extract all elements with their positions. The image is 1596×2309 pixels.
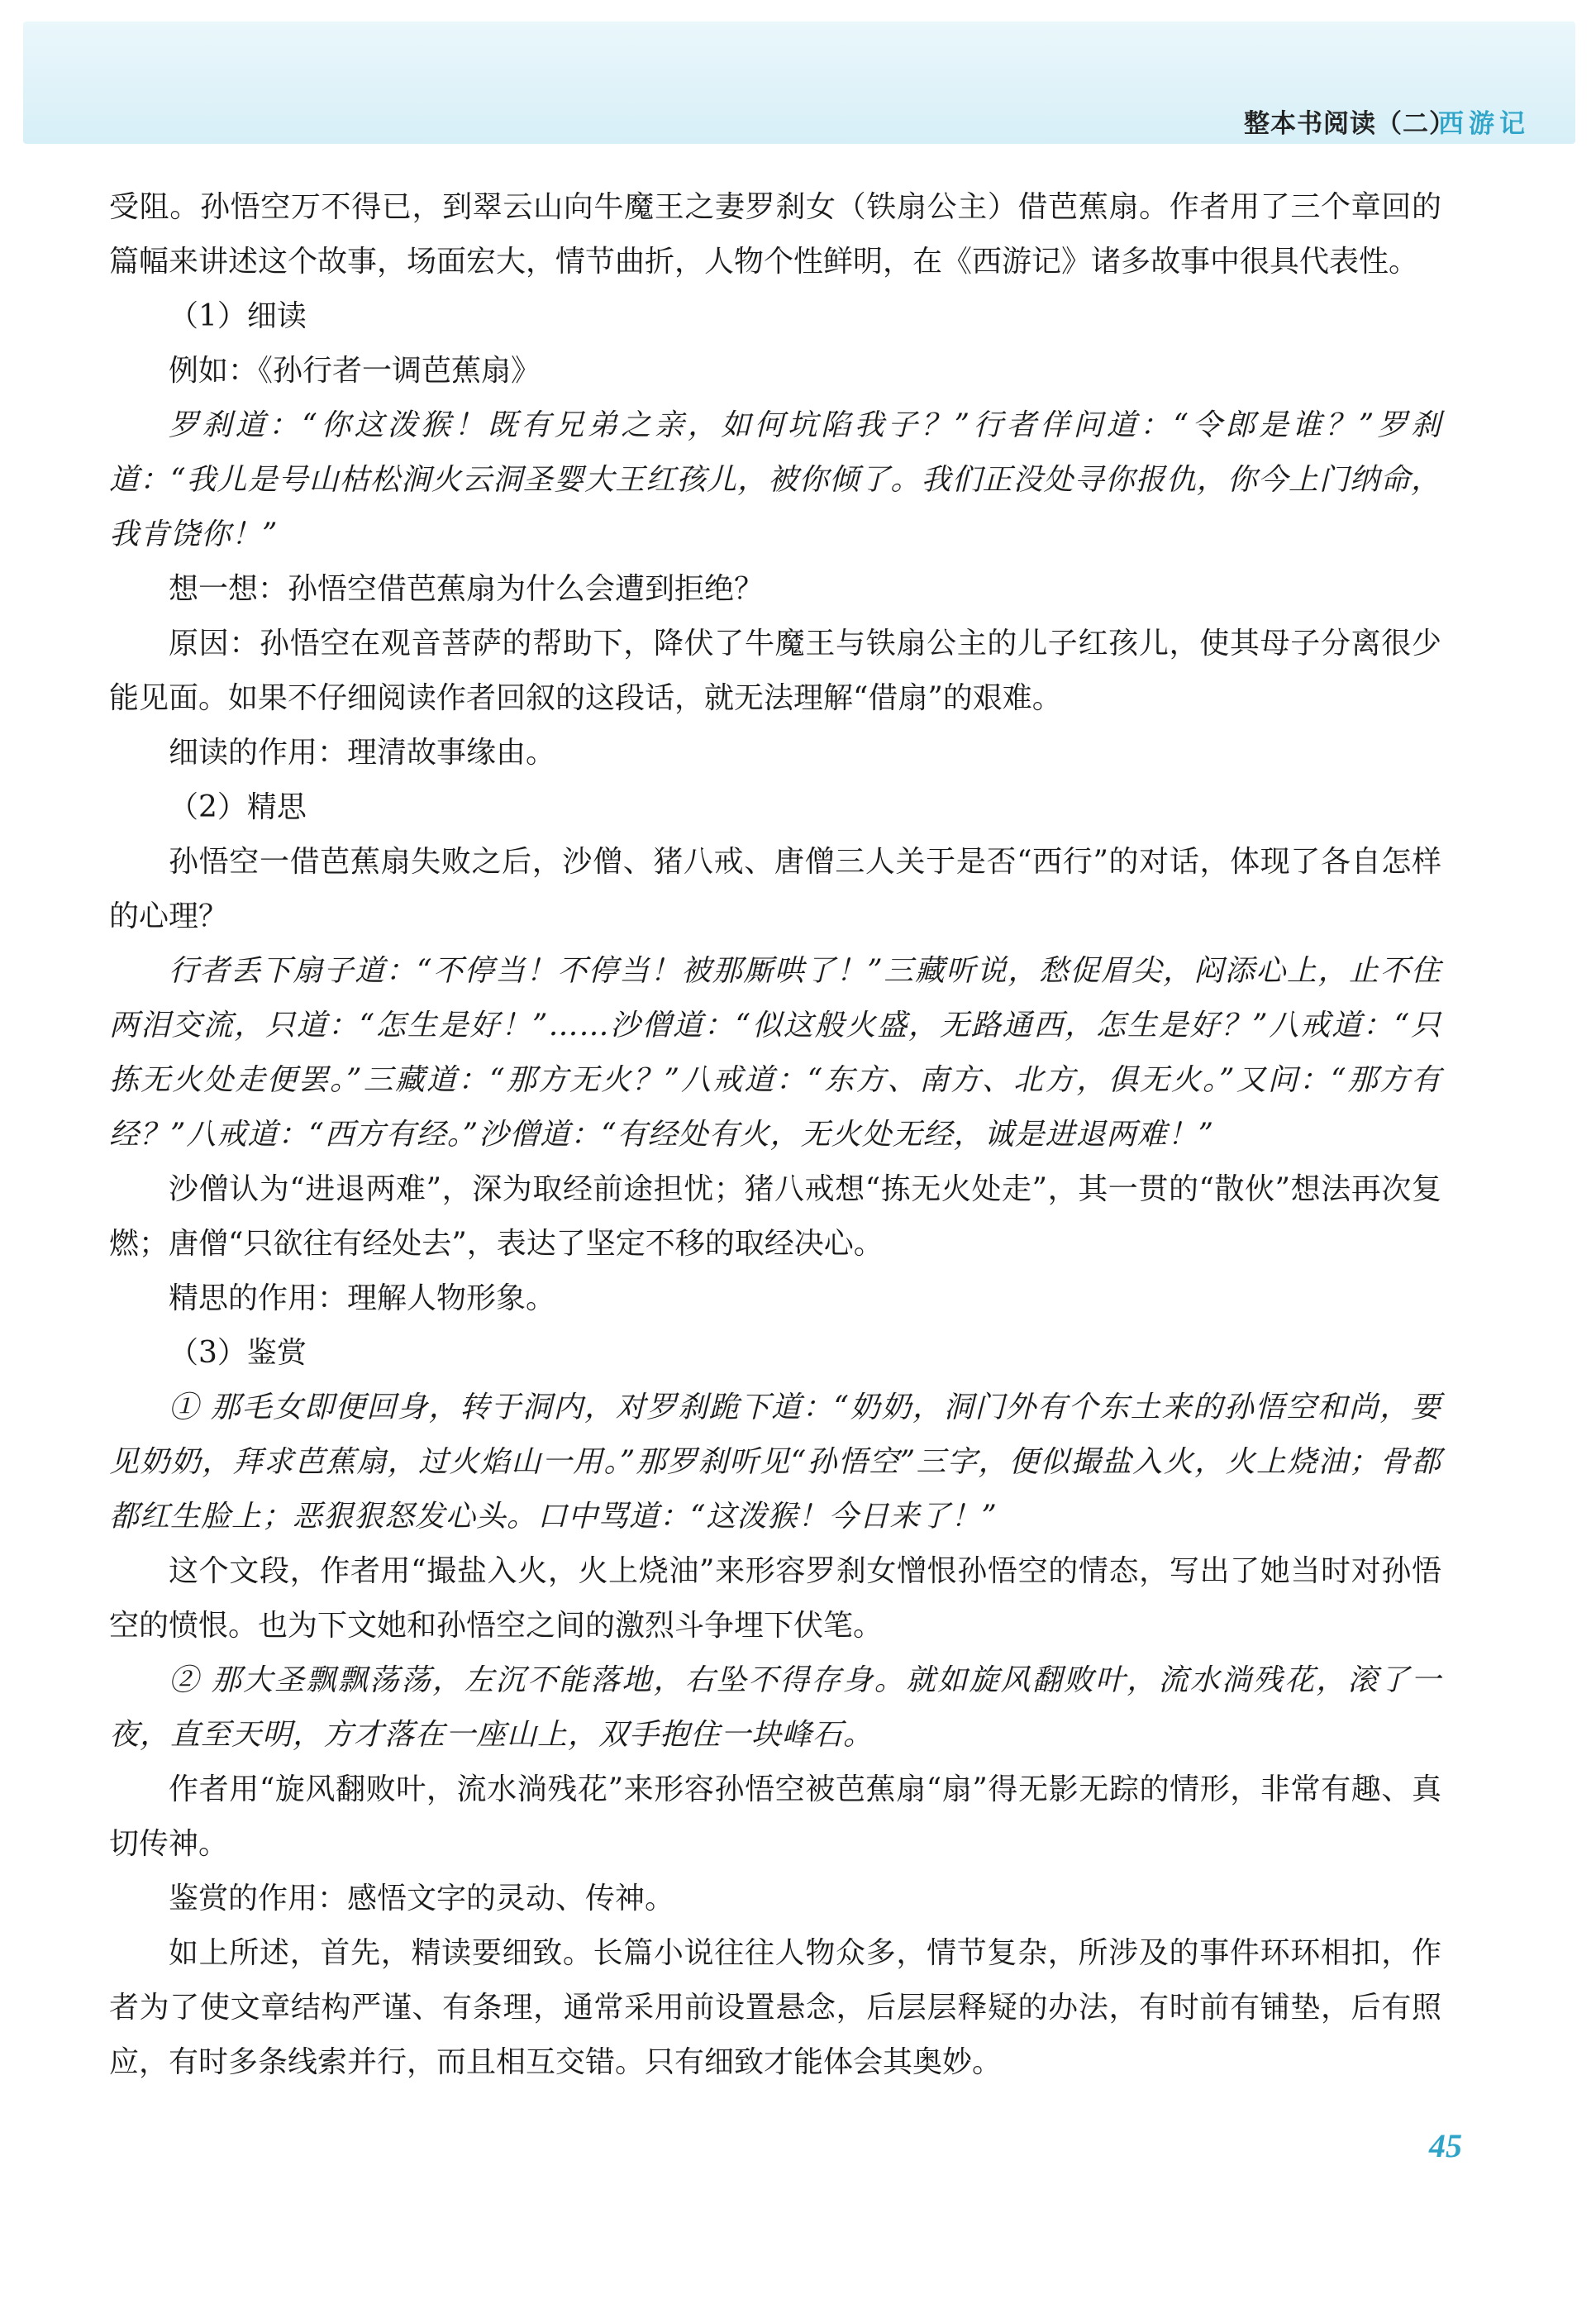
quoted-passage: 行者丢下扇子道：“不停当！不停当！被那厮哄了！”三藏听说，愁促眉尖，闷添心上，止不住两泪交流，只道：“怎生是好！”……沙僧道：“似这般火盛，无路通西，怎生是好？”八戒道：“只拣无火处走便罢。”三藏道：“那方无火？”八戒道：“东方、南方、北方，俱无火。”又问：“那方有经？”八戒道：“西方有经。”沙僧道：“有经处有火，无火处无经，诚是进退两难！”	[109, 954, 1441, 1152]
quoted-passage: ① 那毛女即便回身，转于洞内，对罗刹跪下道：“奶奶，洞门外有个东土来的孙悟空和尚，要见奶奶，拜求芭蕉扇，过火焰山一用。”那罗刹听见“孙悟空”三字，便似撮盐入火，火上烧油；骨都都红生脸上；恶狠狠怒发心头。口中骂道：“这泼猴！今日来了！”	[109, 1391, 1441, 1534]
paragraph: 精思的作用：理解人物形象。	[169, 1281, 556, 1315]
running-header-subtitle: 西游记	[1438, 109, 1530, 139]
paragraph: 沙僧认为“进退两难”，深为取经前途担忧；猪八戒想“拣无火处走”，其一贯的“散伙”想法再次复燃；唐僧“只欲往有经处去”，表达了坚定不移的取经决心。	[109, 1172, 1441, 1261]
paragraph: 细读的作用：理清故事缘由。	[169, 736, 556, 770]
paragraph: 作者用“旋风翻败叶，流水淌残花”来形容孙悟空被芭蕉扇“扇”得无影无踪的情形，非常有趣、真切传神。	[109, 1772, 1441, 1861]
section-heading: （1）细读	[169, 299, 307, 333]
quoted-passage: 罗刹道：“你这泼猴！既有兄弟之亲，如何坑陷我子？”行者佯问道：“令郎是谁？”罗刹道：“我儿是号山枯松涧火云洞圣婴大王红孩儿，被你倾了。我们正没处寻你报仇，你今上门纳命，我肯饶你！”	[109, 408, 1441, 551]
paragraph: 受阻。孙悟空万不得已，到翠云山向牛魔王之妻罗刹女（铁扇公主）借芭蕉扇。作者用了三个章回的篇幅来讲述这个故事，场面宏大，情节曲折，人物个性鲜明，在《西游记》诸多故事中很具代表性。	[109, 190, 1441, 279]
page-number: 45	[1429, 2127, 1462, 2164]
running-header-title: 整本书阅读（二）	[1244, 109, 1455, 139]
paragraph: 如上所述，首先，精读要细致。长篇小说往往人物众多，情节复杂，所涉及的事件环环相扣，作者为了使文章结构严谨、有条理，通常采用前设置悬念，后层层释疑的办法，有时前有铺垫，后有照应，有时多条线索并行，而且相互交错。只有细致才能体会其奥妙。	[109, 1936, 1441, 2079]
body-text	[109, 180, 1441, 2090]
section-heading: （3）鉴赏	[169, 1336, 307, 1370]
paragraph: 孙悟空一借芭蕉扇失败之后，沙僧、猪八戒、唐僧三人关于是否“西行”的对话，体现了各自怎样的心理？	[109, 845, 1441, 933]
paragraph: 鉴赏的作用：感悟文字的灵动、传神。	[169, 1882, 675, 1915]
paragraph: 例如：《孙行者一调芭蕉扇》	[169, 354, 541, 388]
paragraph: 原因：孙悟空在观音菩萨的帮助下，降伏了牛魔王与铁扇公主的儿子红孩儿，使其母子分离很少能见面。如果不仔细阅读作者回叙的这段话，就无法理解“借扇”的艰难。	[109, 627, 1441, 715]
paragraph: 想一想：孙悟空借芭蕉扇为什么会遭到拒绝？	[169, 572, 765, 606]
quoted-passage: ② 那大圣飘飘荡荡，左沉不能落地，右坠不得存身。就如旋风翻败叶，流水淌残花，滚了一夜，直至天明，方才落在一座山上，双手抱住一块峰石。	[109, 1663, 1441, 1752]
paragraph: 这个文段，作者用“撮盐入火，火上烧油”来形容罗刹女憎恨孙悟空的情态，写出了她当时对孙悟空的愤恨。也为下文她和孙悟空之间的激烈斗争埋下伏笔。	[109, 1554, 1441, 1643]
section-heading: （2）精思	[169, 790, 307, 824]
